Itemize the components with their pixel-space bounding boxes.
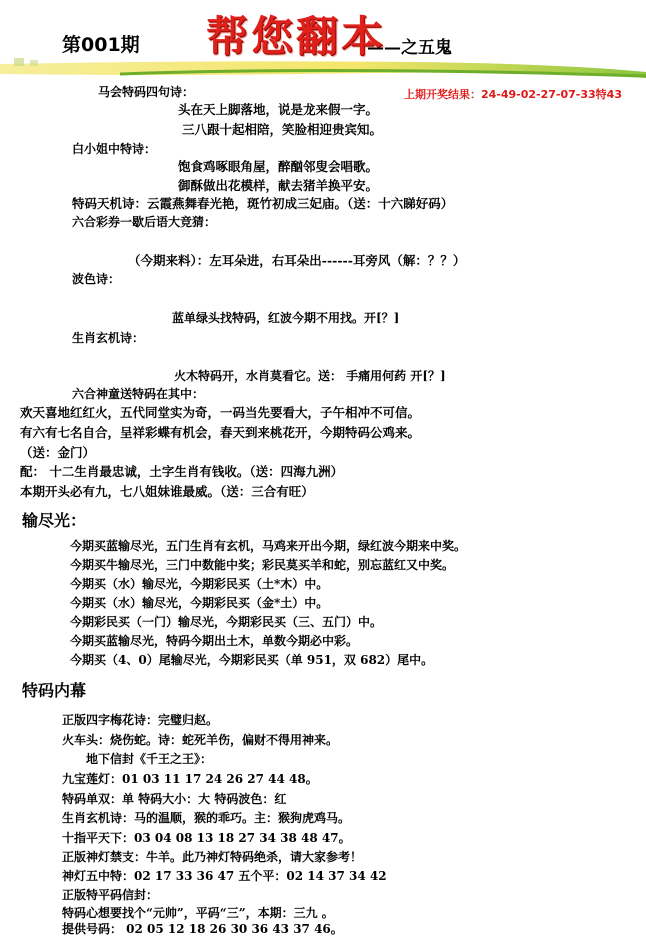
wave-poem-label: 波色诗： (72, 272, 121, 286)
header-banner (0, 56, 646, 82)
inside-line: 正版神灯禁支：牛羊。此乃神灯特码绝杀，请大家参考！ (62, 850, 363, 864)
xiaojie-poem-line1: 饱食鸡啄眼角屋，醉酗邻叟会唱歌。 (178, 159, 379, 174)
shentong-para2: 有六有七名自合，呈祥彩蝶有机会，春天到来桃花开，今期特码公鸡来。 (20, 425, 421, 440)
inside-line: 地下信封《千王之王》： (86, 752, 213, 766)
inside-line: 生肖玄机诗：马的温顺，猴的乖巧。主：猴狗虎鸡马。 (62, 811, 351, 825)
inside-line: 正版特平码信封： (62, 888, 159, 902)
riddle-line: （今期来料）：左耳朵进，右耳朵出------耳旁风（解：？？） (128, 253, 466, 268)
inside-line: 火车头：烧伤蛇。诗：蛇死羊伤，偏财不得用神来。 (62, 733, 339, 747)
lose-line: 今期彩民买（一门）输尽光，今期彩民买（三、五门）中。 (70, 615, 383, 629)
lose-line: 今期买蓝输尽光，特码今期出土木，单数今期必中彩。 (70, 634, 359, 648)
xiaojie-poem-line2: 御酥做出花模样，献去猪羊换平安。 (178, 178, 379, 193)
zodiac-poem-line: 火木特码开，水肖莫看它。送： 手痛用何药 开[？] (174, 369, 446, 383)
lose-line: 今期买（4、0）尾输尽光，今期彩民买（单 951，双 682）尾中。 (70, 653, 434, 667)
inside-section-title: 特码内幕 (22, 681, 87, 700)
signature: ——之五鬼 (367, 38, 452, 58)
lose-line: 今期买牛输尽光，三门中数能中奖；彩民莫买羊和蛇，别忘蓝红又中奖。 (70, 558, 455, 572)
inside-line: 十指平天下：03 04 08 13 18 27 34 38 48 47。 (62, 831, 351, 845)
issue-number: 第001期 (62, 34, 140, 56)
horse-poem-label: 马会特码四句诗： (98, 85, 195, 99)
zodiac-poem-label: 生肖玄机诗： (72, 331, 145, 345)
logo-title: 帮您翻本 (206, 12, 387, 61)
shentong-para4: 配： 十二生肖最忠诚，土字生肖有钱收。（送：四海九洲） (20, 464, 344, 479)
last-draw-result: 上期开奖结果：24-49-02-27-07-33特43 (404, 88, 622, 101)
shentong-label: 六合神童送特码在其中： (72, 387, 205, 401)
xiaojie-poem-label: 白小姐中特诗： (72, 142, 157, 156)
tianji-poem: 特码天机诗：云霞燕舞春光艳，斑竹初成三妃庙。（送：十六睇好码） (72, 196, 454, 211)
horse-poem-line2: 三八跟十起相陪，笑脸相迎贵宾知。 (182, 122, 383, 137)
lose-line: 今期买（水）输尽光，今期彩民买（土*木）中。 (70, 577, 329, 591)
wave-poem-line: 蓝单绿头找特码，红波今期不用找。开[？] (172, 311, 400, 325)
lose-line: 今期买蓝输尽光，五门生肖有玄机，马鸡来开出今期，绿红波今期来中奖。 (70, 539, 467, 553)
inside-line: 提供号码： 02 05 12 18 26 30 36 43 37 46。 (62, 922, 343, 936)
shentong-para1: 欢天喜地红红火，五代同堂实为奇，一码当先要看大，子午相冲不可信。 (20, 405, 421, 420)
inside-line: 正版四字梅花诗：完璧归赵。 (62, 713, 219, 727)
horse-poem-line1: 头在天上脚落地，说是龙来假一字。 (178, 102, 379, 117)
lose-line: 今期买（水）输尽光，今期彩民买（金*土）中。 (70, 596, 329, 610)
lose-section-title: 输尽光： (22, 511, 87, 530)
inside-line: 神灯五中特：02 17 33 36 47 五个平：02 14 37 34 42 (62, 869, 387, 883)
shentong-para5: 本期开头必有九，七八姐妹谁最威。（送：三合有旺） (20, 484, 314, 499)
shentong-para3: （送：金门） (20, 445, 96, 460)
inside-line: 九宝莲灯：01 03 11 17 24 26 27 44 48。 (62, 772, 318, 786)
liuhe-riddle-label: 六合彩券一歇后语大竞猜： (72, 215, 217, 229)
inside-line: 特码心想要找个“元帅”，平码“三”，本期：三九 。 (62, 906, 334, 920)
inside-line: 特码单双：单 特码大小：大 特码波色：红 (62, 792, 287, 806)
